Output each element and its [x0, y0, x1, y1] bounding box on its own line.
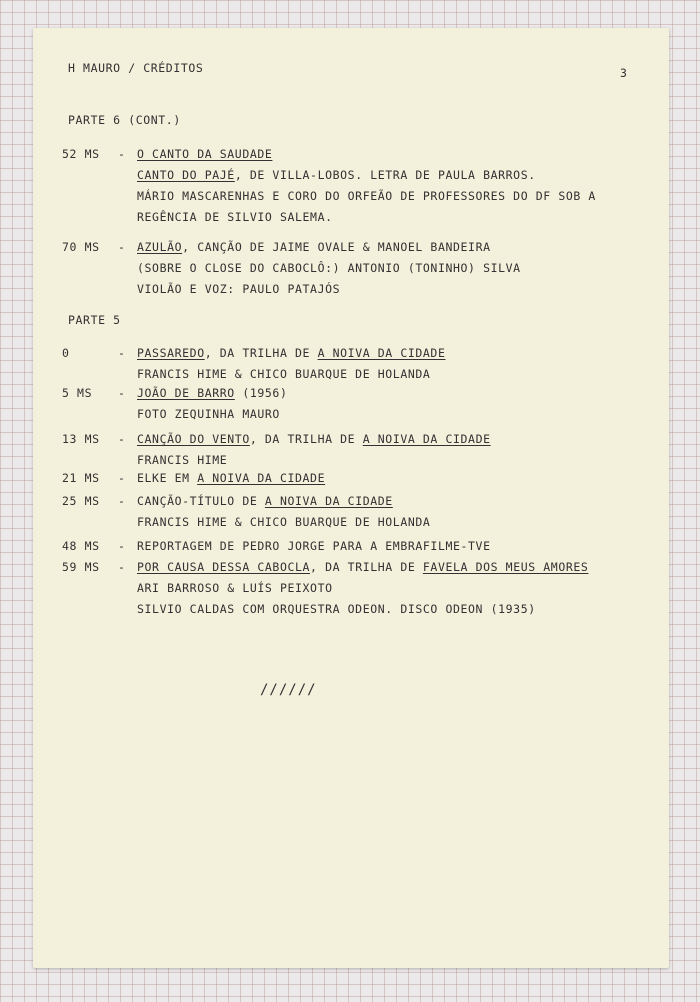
entry-time: 0 [62, 346, 70, 360]
entry-time: 5 MS [62, 386, 93, 400]
entry-line [137, 515, 430, 529]
page-number: 3 [620, 66, 628, 80]
entry-time: 48 MS [62, 539, 100, 553]
credit-text: CANÇÃO-TÍTULO DE [137, 494, 265, 508]
credit-text: (SOBRE O CLOSE DO CABOCLÔ:) ANTONIO (TONINHO) SILVA [137, 261, 521, 275]
entry-line [137, 386, 287, 400]
entry-line [137, 539, 491, 553]
entry-dash: - [118, 147, 126, 161]
document-header-title: H MAURO / CRÉDITOS [68, 61, 204, 75]
entry-line [137, 602, 536, 616]
entry-dash: - [118, 471, 126, 485]
entry-line [137, 367, 430, 381]
entry-time: 52 MS [62, 147, 100, 161]
credit-text: FOTO ZEQUINHA MAURO [137, 407, 280, 421]
credit-text: ARI BARROSO & LUÍS PEIXOTO [137, 581, 333, 595]
credit-text: REPORTAGEM DE PEDRO JORGE PARA A EMBRAFILME-TVE [137, 539, 491, 553]
credit-text: , CANÇÃO DE JAIME OVALE & MANOEL BANDEIRA [182, 240, 491, 254]
credit-text: , DA TRILHA DE [204, 346, 318, 360]
entry-time: 13 MS [62, 432, 100, 446]
entry-line [137, 240, 491, 254]
underlined-title: AZULÃO [137, 240, 183, 254]
credit-text: REGÊNCIA DE SILVIO SALEMA. [137, 210, 333, 224]
underlined-title: A NOIVA DA CIDADE [197, 471, 326, 485]
entry-line [137, 346, 445, 360]
entry-line [137, 210, 333, 224]
entry-line [137, 147, 272, 161]
entry-line [137, 471, 325, 485]
credit-text: , DA TRILHA DE [249, 432, 363, 446]
entry-dash: - [118, 494, 126, 508]
entry-line [137, 432, 491, 446]
entry-line [137, 261, 521, 275]
section-heading-parte-6: PARTE 6 (CONT.) [68, 113, 181, 127]
entry-line [137, 282, 340, 296]
underlined-title: A NOIVA DA CIDADE [317, 346, 446, 360]
credit-text: (1956) [234, 386, 288, 400]
underlined-title: JOÃO DE BARRO [137, 386, 235, 400]
credit-text: MÁRIO MASCARENHAS E CORO DO ORFEÃO DE PROFESSORES DO DF SOB A [137, 189, 596, 203]
entry-dash: - [118, 560, 126, 574]
entry-dash: - [118, 240, 126, 254]
entry-line [137, 494, 393, 508]
entry-line [137, 453, 227, 467]
entry-line [137, 560, 588, 574]
credit-text: ELKE EM [137, 471, 198, 485]
entry-line [137, 407, 280, 421]
entry-time: 59 MS [62, 560, 100, 574]
credit-text: , DA TRILHA DE [310, 560, 423, 574]
credit-text: FRANCIS HIME & CHICO BUARQUE DE HOLANDA [137, 367, 431, 381]
underlined-title: POR CAUSA DESSA CABOCLA [137, 560, 311, 574]
entry-dash: - [118, 539, 126, 553]
underlined-title: CANÇÃO DO VENTO [137, 432, 250, 446]
credit-text: FRANCIS HIME & CHICO BUARQUE DE HOLANDA [137, 515, 431, 529]
entry-dash: - [118, 432, 126, 446]
underlined-title: A NOIVA DA CIDADE [264, 494, 393, 508]
entry-dash: - [118, 346, 126, 360]
entry-time: 25 MS [62, 494, 100, 508]
section-heading-parte-5: PARTE 5 [68, 313, 121, 327]
underlined-title: CANTO DO PAJÉ [137, 168, 235, 182]
entry-line [137, 189, 596, 203]
credit-text: , DE VILLA-LOBOS. LETRA DE PAULA BARROS. [234, 168, 536, 182]
entry-time: 70 MS [62, 240, 100, 254]
underlined-title: O CANTO DA SAUDADE [137, 147, 273, 161]
entry-line [137, 581, 333, 595]
entry-time: 21 MS [62, 471, 100, 485]
credit-text: FRANCIS HIME [137, 453, 228, 467]
underlined-title: FAVELA DOS MEUS AMORES [422, 560, 589, 574]
underlined-title: PASSAREDO [137, 346, 205, 360]
credit-text: VIOLÃO E VOZ: PAULO PATAJÓS [137, 282, 341, 296]
entry-line [137, 168, 536, 182]
credit-text: SILVIO CALDAS COM ORQUESTRA ODEON. DISCO ODEON (1935) [137, 602, 536, 616]
entry-dash: - [118, 386, 126, 400]
closing-mark: ////// [260, 682, 317, 698]
underlined-title: A NOIVA DA CIDADE [362, 432, 491, 446]
